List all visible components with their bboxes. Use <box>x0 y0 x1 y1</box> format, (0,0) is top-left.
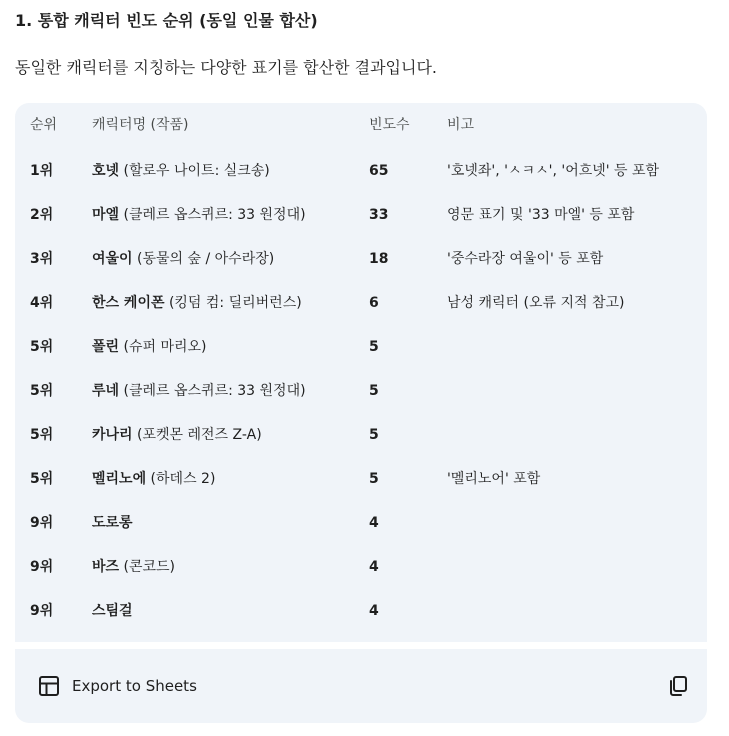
table-row <box>15 369 707 413</box>
character-name: 여울이 <box>92 251 133 267</box>
frequency-cell: 6 <box>369 295 379 311</box>
note-cell: '중수라장 여울이' 등 포함 <box>447 251 604 267</box>
header-note: 비고 <box>447 117 475 133</box>
rank-cell: 1위 <box>30 163 54 179</box>
table-footer <box>15 649 707 723</box>
frequency-cell: 5 <box>369 339 379 355</box>
table-row <box>15 457 707 501</box>
frequency-cell: 4 <box>369 603 379 619</box>
character-cell <box>92 545 175 589</box>
table-row <box>15 413 707 457</box>
frequency-cell: 4 <box>369 515 379 531</box>
character-name: 한스 케이폰 <box>92 295 165 311</box>
character-name: 루네 <box>92 383 120 399</box>
character-cell <box>92 325 207 369</box>
character-cell <box>92 589 133 633</box>
section-heading: 1. 통합 캐릭터 빈도 순위 (동일 인물 합산) <box>15 11 318 30</box>
character-name: 마엘 <box>92 207 120 223</box>
character-cell <box>92 281 302 325</box>
frequency-cell: 5 <box>369 383 379 399</box>
character-work: (콘코드) <box>119 559 176 575</box>
rank-cell: 9위 <box>30 559 54 575</box>
copy-icon[interactable] <box>666 674 690 698</box>
frequency-cell: 33 <box>369 207 389 223</box>
character-work: (할로우 나이트: 실크송) <box>119 163 270 179</box>
character-cell <box>92 413 262 457</box>
frequency-cell: 5 <box>369 427 379 443</box>
rank-cell: 5위 <box>30 383 54 399</box>
header-frequency: 빈도수 <box>369 117 410 133</box>
note-cell: '호넷좌', 'ㅅㅋㅅ', '어흐넷' 등 포함 <box>447 163 660 179</box>
rank-cell: 3위 <box>30 251 54 267</box>
frequency-cell: 4 <box>369 559 379 575</box>
character-cell <box>92 149 270 193</box>
table-row <box>15 237 707 281</box>
frequency-cell: 18 <box>369 251 389 267</box>
table-icon <box>38 675 60 697</box>
header-name: 캐릭터명 (작품) <box>92 117 189 133</box>
character-work: (슈퍼 마리오) <box>119 339 207 355</box>
intro-text: 동일한 캐릭터를 지칭하는 다양한 표기를 합산한 결과입니다. <box>15 58 438 77</box>
rank-cell: 5위 <box>30 471 54 487</box>
table-row <box>15 281 707 325</box>
table-header-row <box>15 115 707 135</box>
table-row <box>15 193 707 237</box>
character-work: (클레르 옵스퀴르: 33 원정대) <box>119 383 306 399</box>
character-name: 호넷 <box>92 163 120 179</box>
character-cell <box>92 237 274 281</box>
character-cell <box>92 457 215 501</box>
character-work: (포켓몬 레전즈 Z-A) <box>132 427 262 443</box>
character-name: 도로롱 <box>92 515 133 531</box>
table-row <box>15 589 707 633</box>
rank-cell: 9위 <box>30 515 54 531</box>
table-row <box>15 325 707 369</box>
header-rank: 순위 <box>30 117 58 133</box>
character-name: 카나리 <box>92 427 133 443</box>
rank-cell: 2위 <box>30 207 54 223</box>
character-cell <box>92 369 306 413</box>
rank-cell: 5위 <box>30 339 54 355</box>
character-name: 바즈 <box>92 559 120 575</box>
character-cell <box>92 501 133 545</box>
table-row <box>15 545 707 589</box>
character-work: (하데스 2) <box>146 471 216 487</box>
character-work: (동물의 숲 / 아수라장) <box>132 251 275 267</box>
character-work: (클레르 옵스퀴르: 33 원정대) <box>119 207 306 223</box>
note-cell: 영문 표기 및 '33 마엘' 등 포함 <box>447 207 635 223</box>
character-name: 폴린 <box>92 339 120 355</box>
frequency-cell: 65 <box>369 163 389 179</box>
rank-cell: 9위 <box>30 603 54 619</box>
note-cell: 남성 캐릭터 (오류 지적 참고) <box>447 295 625 311</box>
frequency-cell: 5 <box>369 471 379 487</box>
export-to-sheets-button[interactable] <box>38 673 197 699</box>
character-work: (킹덤 컴: 딜리버런스) <box>164 295 302 311</box>
note-cell: '멜리노어' 포함 <box>447 471 541 487</box>
export-label: Export to Sheets <box>72 677 197 695</box>
character-name: 멜리노에 <box>92 471 147 487</box>
character-name: 스팀걸 <box>92 603 133 619</box>
table-row <box>15 149 707 193</box>
rank-cell: 5위 <box>30 427 54 443</box>
rank-cell: 4위 <box>30 295 54 311</box>
table-row <box>15 501 707 545</box>
ranking-table <box>15 103 707 642</box>
character-cell <box>92 193 306 237</box>
